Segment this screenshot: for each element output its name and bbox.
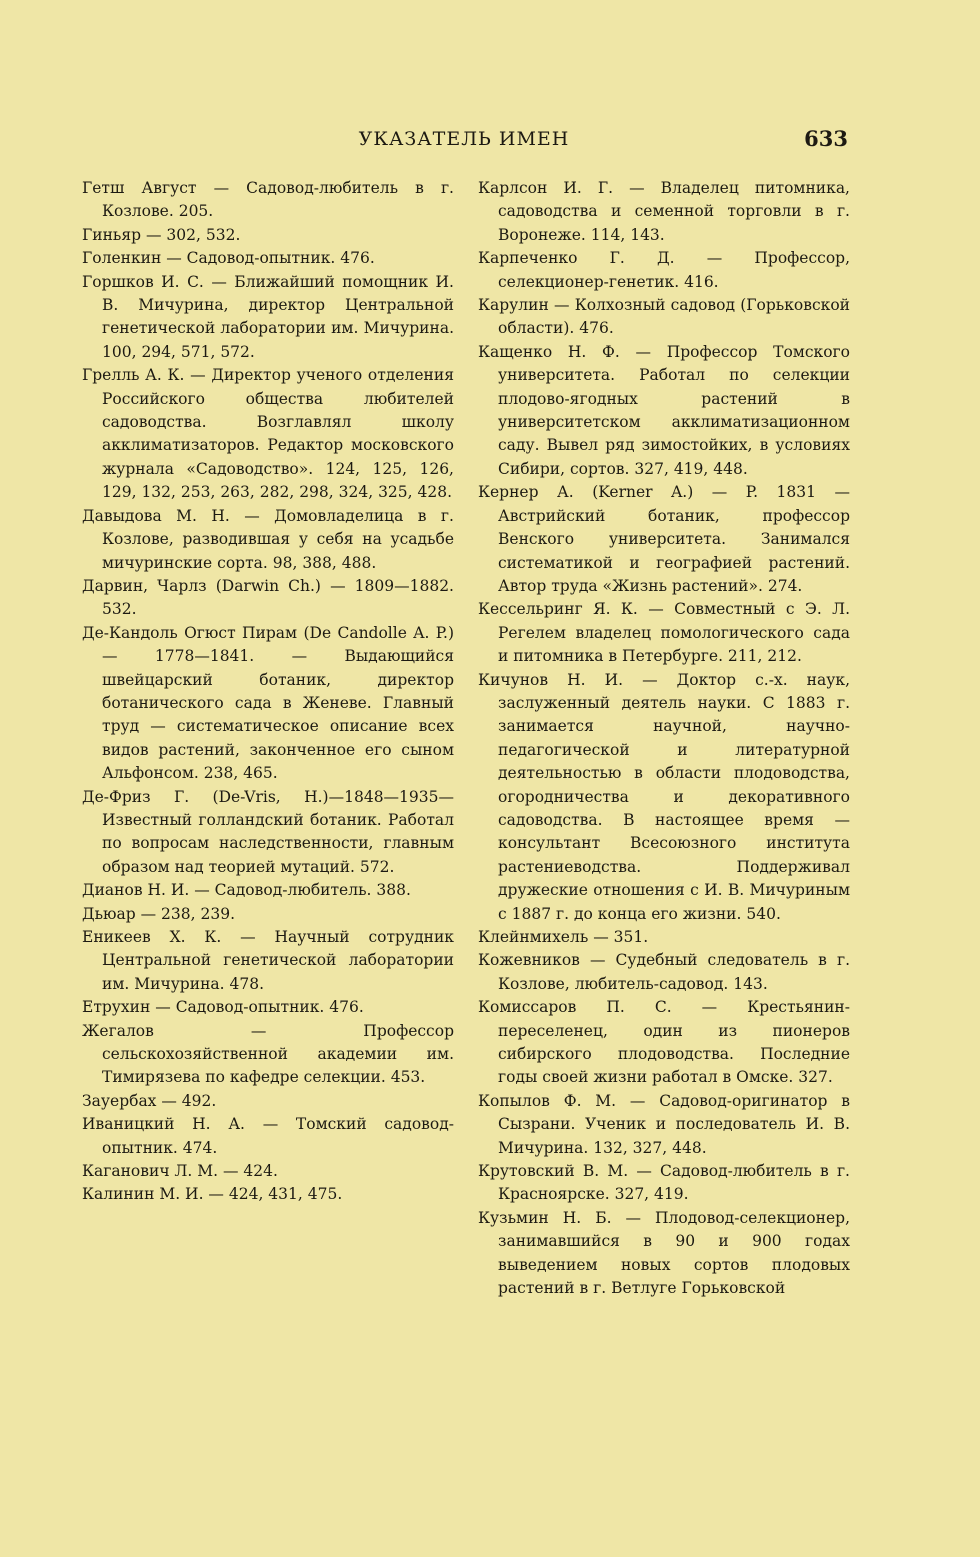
index-entry: Кессельринг Я. К. — Совместный с Э. Л. Регелем владелец помологического сада и питомника в Петербурге. 211, 212. [478,600,850,666]
index-entry: Калинин М. И. — 424, 431, 475. [82,1185,343,1204]
index-entry: Комиссаров П. С. — Крестьянин-переселенец, один из пионеров сибирского плодоводства. Последние годы своей жизни работал в Омске. 327. [478,998,850,1087]
index-entry: Иваницкий Н. А. — Томский садовод-опытник. 474. [82,1115,454,1157]
index-entry: Кузьмин Н. Б. — Плодовод-селекционер, занимавшийся в 90 и 900 годах выведением новых сортов плодовых растений в г. Ветлуге Горьковской [478,1208,850,1298]
right-column [478,177,850,1301]
index-entry: Карулин — Колхозный садовод (Горьковской области). 476. [478,296,850,338]
index-entry: Горшков И. С. — Ближайший помощник И. В. Мичурина, директор Центральной генетической лаборатории им. Мичурина. 100, 294, 571, 572. [82,272,454,361]
index-entry: Еникеев Х. К. — Научный сотрудник Центральной генетической лаборатории им. Мичурина. 478. [82,928,454,993]
index-entry: Копылов Ф. М. — Садовод-оригинатор в Сызрани. Ученик и последователь И. В. Мичурина. 132, 327, 448. [478,1091,850,1157]
index-entry: Кожевников — Судебный следователь в г. Козлове, любитель-садовод. 143. [478,951,850,993]
index-entry: Зауербах — 492. [82,1091,217,1110]
page-number: 633 [804,126,848,151]
index-entry: Дарвин, Чарлз (Darwin Ch.) — 1809—1882. 532. [82,576,454,619]
left-column [82,177,454,1207]
index-entry: Карпеченко Г. Д. — Профессор, селекционер-генетик. 416. [478,249,850,291]
running-header [80,128,848,158]
index-entry: Етрухин — Садовод-опытник. 476. [82,998,364,1017]
index-entry: Кернер А. (Kerner A.) — P. 1831 — Австрийский ботаник, профессор Венского университета. Занимался систематикой и географией растений. Автор труда «Жизнь растений». 274. [478,483,850,595]
index-entry: Гетш Август — Садовод-любитель в г. Козлове. 205. [82,179,454,221]
index-entry: Жегалов — Профессор сельскохозяйственной академии им. Тимирязева по кафедре селекции. 453. [82,1021,454,1087]
index-entry: Голенкин — Садовод-опытник. 476. [82,249,375,268]
index-entry: Дианов Н. И. — Садовод-любитель. 388. [82,881,411,900]
page-title: УКАЗАТЕЛЬ ИМЕН [358,128,570,150]
index-entry: Карлсон И. Г. — Владелец питомника, садоводства и семенной торговли в г. Воронеже. 114, 143. [478,179,850,244]
index-entry: Кащенко Н. Ф. — Профессор Томского университета. Работал по селекции плодово-ягодных растений в университетском акклиматизационном саду. Вывел ряд зимостойких, в условиях Сибири, сортов. 327, 419, 448. [478,342,850,478]
index-entry: Грелль А. К. — Директор ученого отделения Российского общества любителей садоводства. Возглавлял школу акклиматизаторов. Редактор московского журнала «Садоводство». 124, 125, 126, 129, 132, 253, 263, 282, 298, 324, 325, 428. [82,366,454,502]
index-entry: Кичунов Н. И. — Доктор с.-х. наук, заслуженный деятель науки. С 1883 г. занимается научной, научно-педагогической и литературной деятельностью в области плодоводства, огородничества и декоративного садоводства. В настоящее время — консультант Всесоюзного института растениеводства. Поддерживал дружеские отношения с И. В. Мичуриным с 1887 г. до конца его жизни. 540. [478,670,850,923]
index-entry: Дьюар — 238, 239. [82,904,236,923]
index-entry: Давыдова М. Н. — Домовладелица в г. Козлове, разводившая у себя на усадьбе мичуринские сорта. 98, 388, 488. [82,506,454,572]
index-entry: Крутовский В. М. — Садовод-любитель в г. Красноярске. 327, 419. [478,1162,850,1204]
index-entry: Каганович Л. М. — 424. [82,1162,278,1181]
index-entry: Клейнмихель — 351. [478,928,649,946]
index-entry: Де-Фриз Г. (De-Vris, H.)—1848—1935— Известный голландский ботаник. Работал по вопросам наследственности, главным образом над теорией мутаций. 572. [82,787,454,876]
index-entry: Де-Кандоль Огюст Пирам (De Candolle A. P.) — 1778—1841. — Выдающийся швейцарский ботаник, директор ботанического сада в Женеве. Главный труд — систематическое описание всех видов растений, законченное его сыном Альфонсом. 238, 465. [82,623,454,783]
index-entry: Гиньяр — 302, 532. [82,225,241,244]
